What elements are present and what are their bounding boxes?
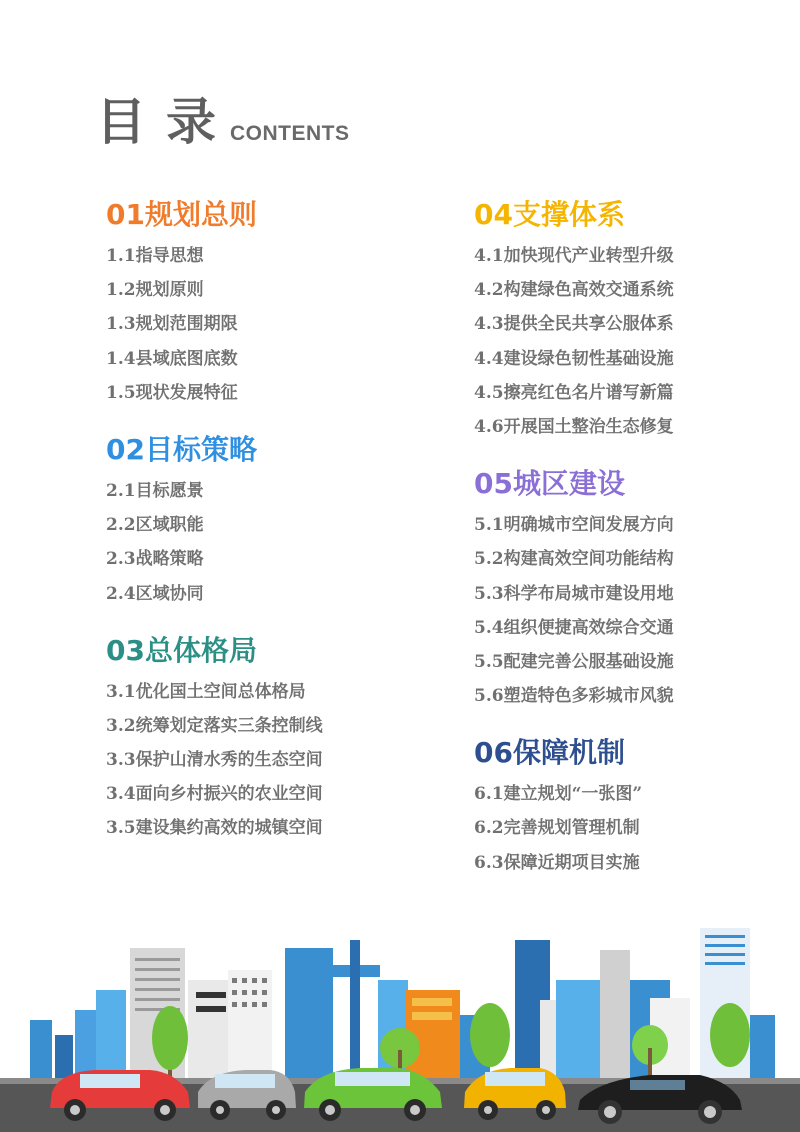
toc-item[interactable]: 5.5配建完善公服基础设施 <box>474 651 674 672</box>
section-title[interactable]: 01规划总则 <box>106 198 257 231</box>
toc-item[interactable]: 1.4县域底图底数 <box>106 348 238 369</box>
toc-item[interactable]: 6.2完善规划管理机制 <box>474 818 640 839</box>
toc-item[interactable]: 2.2区域职能 <box>106 515 204 536</box>
toc-item[interactable]: 1.5现状发展特征 <box>106 382 238 403</box>
toc-item[interactable]: 5.3科学布局城市建设用地 <box>474 583 674 604</box>
page-title <box>96 92 350 152</box>
toc-item[interactable]: 4.4建设绿色韧性基础设施 <box>474 348 674 369</box>
title-sub: CONTENTS <box>230 122 350 145</box>
toc-item[interactable]: 2.3战略策略 <box>106 549 204 570</box>
toc-item[interactable]: 1.3规划范围期限 <box>106 314 238 335</box>
toc-column-right <box>474 195 800 900</box>
toc-item[interactable]: 4.1加快现代产业转型升级 <box>474 246 674 266</box>
toc-section-04 <box>474 195 800 444</box>
toc-item[interactable]: 3.5建设集约高效的城镇空间 <box>106 818 323 839</box>
toc-section-06 <box>474 733 800 880</box>
section-title[interactable]: 06保障机制 <box>474 736 625 770</box>
title-main: 目录 <box>96 93 236 151</box>
toc-item[interactable]: 3.2统筹划定落实三条控制线 <box>106 715 323 736</box>
toc-column-left <box>106 195 436 866</box>
toc-section-05 <box>474 464 800 713</box>
toc-item[interactable]: 5.4组织便捷高效综合交通 <box>474 617 674 638</box>
toc-item[interactable]: 4.6开展国土整治生态修复 <box>474 416 674 437</box>
toc-item[interactable]: 4.5擦亮红色名片谱写新篇 <box>474 382 674 403</box>
toc-item[interactable]: 5.1明确城市空间发展方向 <box>474 515 674 536</box>
section-title[interactable]: 04支撑体系 <box>474 198 625 231</box>
toc-item[interactable]: 3.1优化国土空间总体格局 <box>106 681 306 702</box>
toc-item[interactable]: 1.1指导思想 <box>106 246 204 266</box>
section-title[interactable]: 02目标策略 <box>106 432 257 466</box>
toc-section-03 <box>106 631 436 846</box>
toc-item[interactable]: 6.3保障近期项目实施 <box>474 852 640 873</box>
cityscape-illustration <box>0 920 800 1132</box>
toc-section-02 <box>106 430 436 611</box>
toc-item[interactable]: 5.2构建高效空间功能结构 <box>474 549 674 570</box>
section-title[interactable]: 05城区建设 <box>474 467 625 501</box>
toc-item[interactable]: 2.1目标愿景 <box>106 480 204 501</box>
section-title[interactable]: 03总体格局 <box>106 633 257 667</box>
toc-item[interactable]: 2.4区域协同 <box>106 583 204 604</box>
toc-item[interactable]: 4.3提供全民共享公服体系 <box>474 314 674 335</box>
toc-item[interactable]: 4.2构建绿色高效交通系统 <box>474 280 674 301</box>
toc-item[interactable]: 3.4面向乡村振兴的农业空间 <box>106 784 323 805</box>
toc-item[interactable]: 6.1建立规划“一张图” <box>474 784 643 805</box>
toc-item[interactable]: 5.6塑造特色多彩城市风貌 <box>474 686 674 707</box>
toc-item[interactable]: 1.2规划原则 <box>106 280 204 301</box>
toc-section-01 <box>106 195 436 410</box>
toc-item[interactable]: 3.3保护山清水秀的生态空间 <box>106 750 323 771</box>
